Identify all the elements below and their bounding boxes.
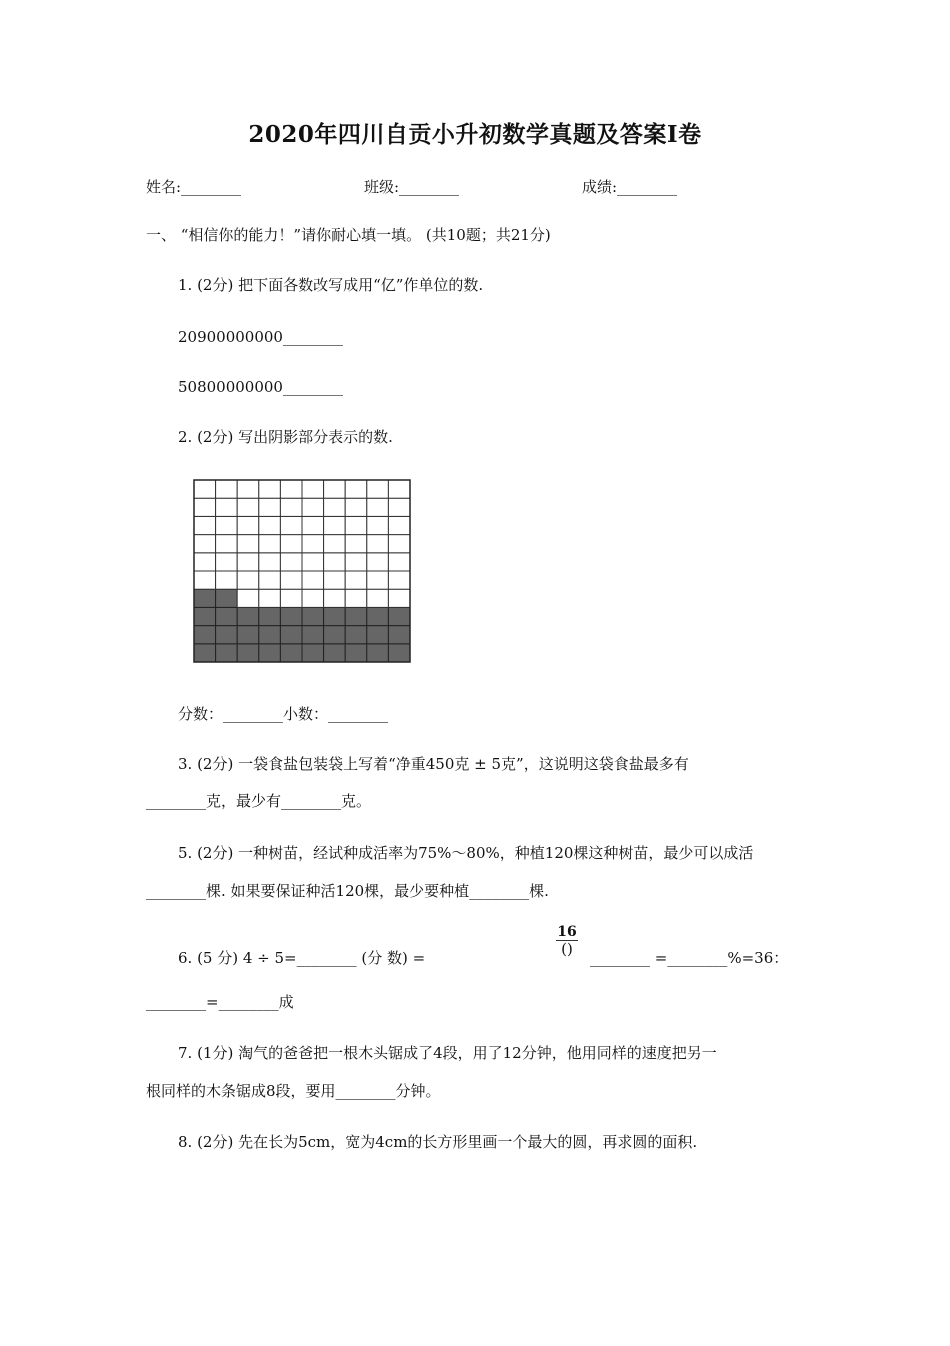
- grid-cell-shaded: [345, 607, 367, 625]
- grid-cell: [280, 535, 302, 553]
- grid-cell: [194, 535, 216, 553]
- grid-cell-shaded: [345, 644, 367, 662]
- grid-cell: [216, 516, 238, 534]
- grid-cell-shaded: [388, 626, 410, 644]
- grid-cell: [388, 553, 410, 571]
- grid-cell: [259, 553, 281, 571]
- grid-cell: [237, 516, 259, 534]
- grid-cell: [259, 516, 281, 534]
- grid-cell: [194, 571, 216, 589]
- grid-cell: [302, 553, 324, 571]
- grid-cell: [280, 480, 302, 498]
- class-field: 班级:________: [364, 178, 460, 196]
- grid-cell-shaded: [259, 607, 281, 625]
- question-8: 8. (2分) 先在长为5cm，宽为4cm的长方形里画一个最大的圆，再求圆的面积.: [178, 1133, 698, 1151]
- grid-cell: [237, 571, 259, 589]
- grid-cell: [237, 589, 259, 607]
- grid-cell-shaded: [280, 644, 302, 662]
- grid-cell: [237, 498, 259, 516]
- grid-cell: [237, 480, 259, 498]
- grid-cell-shaded: [237, 644, 259, 662]
- grid-cell: [367, 535, 389, 553]
- name-field: 姓名:________: [146, 178, 242, 196]
- grid-cell: [367, 498, 389, 516]
- grid-cell: [324, 571, 346, 589]
- grid-cell: [259, 589, 281, 607]
- grid-cell: [324, 589, 346, 607]
- grid-cell-shaded: [194, 626, 216, 644]
- grid-cell: [280, 589, 302, 607]
- question-6-right: ________ =________%=36：: [590, 949, 789, 967]
- grid-cell-shaded: [280, 626, 302, 644]
- page-title: 2020年四川自贡小升初数学真题及答案I卷: [248, 121, 702, 148]
- question-5-cont: ________棵. 如果要保证种活120棵，最少要种植________棵.: [146, 882, 549, 900]
- grid-cell: [194, 553, 216, 571]
- grid-cell: [216, 571, 238, 589]
- section-heading: 一、 “相信你的能力！”请你耐心填一填。 (共10题；共21分): [146, 226, 551, 244]
- grid-cell-shaded: [367, 644, 389, 662]
- grid-cell-shaded: [216, 589, 238, 607]
- grid-cell: [259, 498, 281, 516]
- question-6-cont: ________=________成: [146, 993, 294, 1011]
- grid-cell: [302, 535, 324, 553]
- question-3-cont: ________克，最少有________克。: [146, 792, 372, 810]
- q6-fraction-denominator: (): [561, 940, 573, 958]
- q2-answer-line: 分数：________小数：________: [178, 705, 389, 723]
- grid-cell: [388, 498, 410, 516]
- grid-cell: [367, 553, 389, 571]
- question-5: 5. (2分) 一种树苗，经试种成活率为75%～80%，种植120棵这种树苗，最少可以成活: [178, 844, 754, 862]
- grid-cell: [345, 498, 367, 516]
- grid-cell: [324, 498, 346, 516]
- grid-cell-shaded: [324, 626, 346, 644]
- grid-cell: [324, 553, 346, 571]
- grid-cell: [302, 498, 324, 516]
- grid-cell: [324, 480, 346, 498]
- hundred-grid-figure: [193, 479, 411, 663]
- q1-blank-2: 50800000000________: [178, 378, 343, 396]
- grid-cell: [324, 516, 346, 534]
- grid-cell-shaded: [324, 607, 346, 625]
- grid-cell-shaded: [216, 644, 238, 662]
- grid-cell-shaded: [194, 607, 216, 625]
- grid-cell: [345, 516, 367, 534]
- grid-cell: [259, 535, 281, 553]
- grid-cell: [345, 480, 367, 498]
- grid-cell-shaded: [194, 589, 216, 607]
- grid-cell: [259, 480, 281, 498]
- grid-cell-shaded: [302, 626, 324, 644]
- grid-cell-shaded: [302, 644, 324, 662]
- grid-cell: [388, 516, 410, 534]
- grid-cell: [388, 480, 410, 498]
- grid-cell-shaded: [194, 644, 216, 662]
- grid-cell: [388, 535, 410, 553]
- grid-cell: [367, 516, 389, 534]
- q1-blank-1: 20900000000________: [178, 328, 343, 346]
- grid-cell: [367, 571, 389, 589]
- grid-cell-shaded: [367, 607, 389, 625]
- grid-cell: [367, 480, 389, 498]
- grid-cell-shaded: [259, 644, 281, 662]
- grid-cell-shaded: [388, 644, 410, 662]
- grid-cell-shaded: [237, 607, 259, 625]
- grid-cell: [216, 553, 238, 571]
- grid-cell: [302, 571, 324, 589]
- grid-cell: [194, 498, 216, 516]
- question-7-cont: 根同样的木条锯成8段，要用________分钟。: [146, 1082, 441, 1100]
- grid-cell: [280, 553, 302, 571]
- grid-cell-shaded: [388, 607, 410, 625]
- grid-cell: [367, 589, 389, 607]
- grid-cell-shaded: [367, 626, 389, 644]
- grid-cell-shaded: [345, 626, 367, 644]
- grid-cell: [216, 480, 238, 498]
- grid-cell: [388, 589, 410, 607]
- question-7: 7. (1分) 淘气的爸爸把一根木头锯成了4段，用了12分钟，他用同样的速度把另一: [178, 1044, 717, 1062]
- q6-fraction-numerator: 16: [557, 924, 577, 940]
- grid-cell: [237, 553, 259, 571]
- grid-cell: [324, 535, 346, 553]
- grid-cell-shaded: [216, 626, 238, 644]
- grid-cell-shaded: [216, 607, 238, 625]
- grid-cell-shaded: [259, 626, 281, 644]
- grid-cell-shaded: [280, 607, 302, 625]
- grid-cell: [280, 498, 302, 516]
- grid-cell: [388, 571, 410, 589]
- score-field: 成绩:________: [582, 178, 678, 196]
- question-3: 3. (2分) 一袋食盐包装袋上写着“净重450克 ± 5克”，这说明这袋食盐最多有: [178, 755, 689, 773]
- grid-cell: [345, 571, 367, 589]
- question-6: 6. (5 分) 4 ÷ 5=________ (分 数) =: [178, 949, 426, 967]
- q6-fraction: [556, 924, 578, 957]
- grid-cell-shaded: [324, 644, 346, 662]
- question-1: 1. (2分) 把下面各数改写成用“亿”作单位的数.: [178, 276, 484, 294]
- grid-cell: [194, 516, 216, 534]
- grid-cell-shaded: [237, 626, 259, 644]
- grid-cell: [302, 480, 324, 498]
- grid-cell: [302, 516, 324, 534]
- grid-cell: [216, 535, 238, 553]
- grid-cell: [302, 589, 324, 607]
- grid-cell: [194, 480, 216, 498]
- grid-cell-shaded: [302, 607, 324, 625]
- question-2: 2. (2分) 写出阴影部分表示的数.: [178, 428, 393, 446]
- grid-cell: [345, 589, 367, 607]
- grid-cell: [216, 498, 238, 516]
- grid-cell: [237, 535, 259, 553]
- grid-cell: [259, 571, 281, 589]
- grid-cell: [280, 571, 302, 589]
- grid-cell: [345, 535, 367, 553]
- grid-cell: [345, 553, 367, 571]
- grid-cell: [280, 516, 302, 534]
